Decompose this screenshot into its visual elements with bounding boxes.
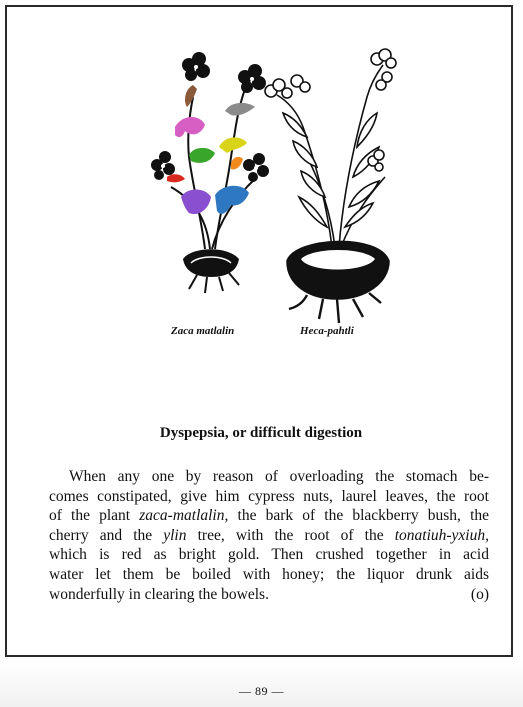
section-heading: Dyspepsia, or difficult digestion (159, 425, 363, 441)
left-plant-caption: Zaca matlalin (171, 325, 235, 337)
plant-name-italic: tonatiuh-yxiuh, (394, 526, 489, 544)
leaf-orange (231, 157, 243, 170)
page-number: — 89 — (239, 684, 284, 698)
paragraph-line: comes constipated, give him cypress nuts, laurel leaves, the root (49, 487, 489, 505)
paragraph-line: of the plant zaca-matlalin, the bark of the blackberry bush, the (49, 507, 490, 525)
plant-name-italic: zaca-matlalin, (139, 507, 229, 525)
leaf-green (189, 148, 215, 163)
botanical-illustration (127, 37, 427, 337)
leaf-purple (181, 190, 211, 215)
right-plant-caption: Heca-pahtli (300, 325, 354, 337)
zaca-matlalin-plant (151, 52, 269, 293)
body-paragraph (49, 467, 489, 604)
leaf-gray (225, 103, 255, 116)
paragraph-line: When any one by reason of overloading the stomach be- (69, 468, 489, 485)
paragraph-line: cherry and the ylin tree, with the root of the tonatiuh-yxiuh, (49, 526, 489, 544)
paragraph-line: wonderfully in clearing the bowels. (o) (49, 585, 489, 603)
plant-name-italic: ylin (163, 526, 187, 544)
leaf-blue (215, 186, 249, 214)
section-marker: (o) (470, 585, 489, 603)
leaf-pink (175, 117, 205, 137)
page-frame (5, 5, 513, 657)
leaf-red (167, 174, 185, 182)
paragraph-line: which is red as bright gold. Then crushed together in acid (49, 546, 489, 564)
heca-pahtli-plant (265, 49, 396, 323)
paragraph-line: water let them be boiled with honey; the liquor drunk aids (49, 565, 489, 583)
